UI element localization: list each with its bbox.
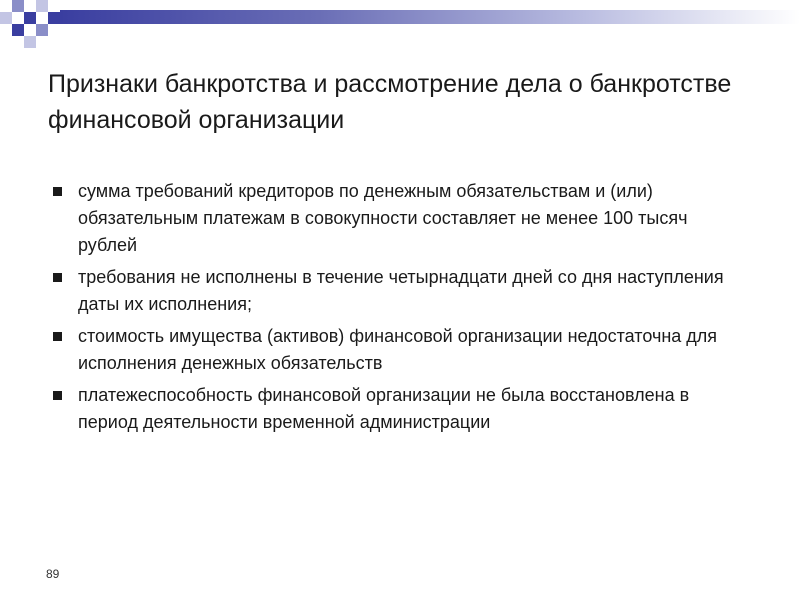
deco-square xyxy=(48,12,60,24)
list-item-text: платежеспособность финансовой организации не была восстановлена в период деятельности временной администрации xyxy=(78,385,690,432)
corner-squares-decoration xyxy=(0,0,60,50)
header-gradient-bar xyxy=(60,10,800,24)
square-bullet-icon xyxy=(53,332,62,341)
bullet-list xyxy=(48,178,748,441)
list-item xyxy=(48,382,748,436)
list-item xyxy=(48,264,748,318)
square-bullet-icon xyxy=(53,187,62,196)
deco-square xyxy=(0,12,12,24)
deco-square xyxy=(36,24,48,36)
square-bullet-icon xyxy=(53,391,62,400)
square-bullet-icon xyxy=(53,273,62,282)
deco-square xyxy=(24,12,36,24)
deco-square xyxy=(12,0,24,12)
list-item-text: требования не исполнены в течение четырнадцати дней со дня наступления даты их исполнения; xyxy=(78,267,724,314)
slide-title: Признаки банкротства и рассмотрение дела о банкротстве финансовой организации xyxy=(48,70,732,134)
page-number: 89 xyxy=(46,567,60,581)
deco-square xyxy=(24,36,36,48)
deco-square xyxy=(12,24,24,36)
list-item xyxy=(48,178,748,259)
deco-square xyxy=(36,0,48,12)
list-item-text: стоимость имущества (активов) финансовой организации недостаточна для исполнения денежных обязательств xyxy=(78,326,718,373)
list-item xyxy=(48,323,748,377)
list-item-text: сумма требований кредиторов по денежным обязательствам и (или) обязательным платежам в совокупности составляет не менее 100 тысяч рублей xyxy=(78,181,688,255)
